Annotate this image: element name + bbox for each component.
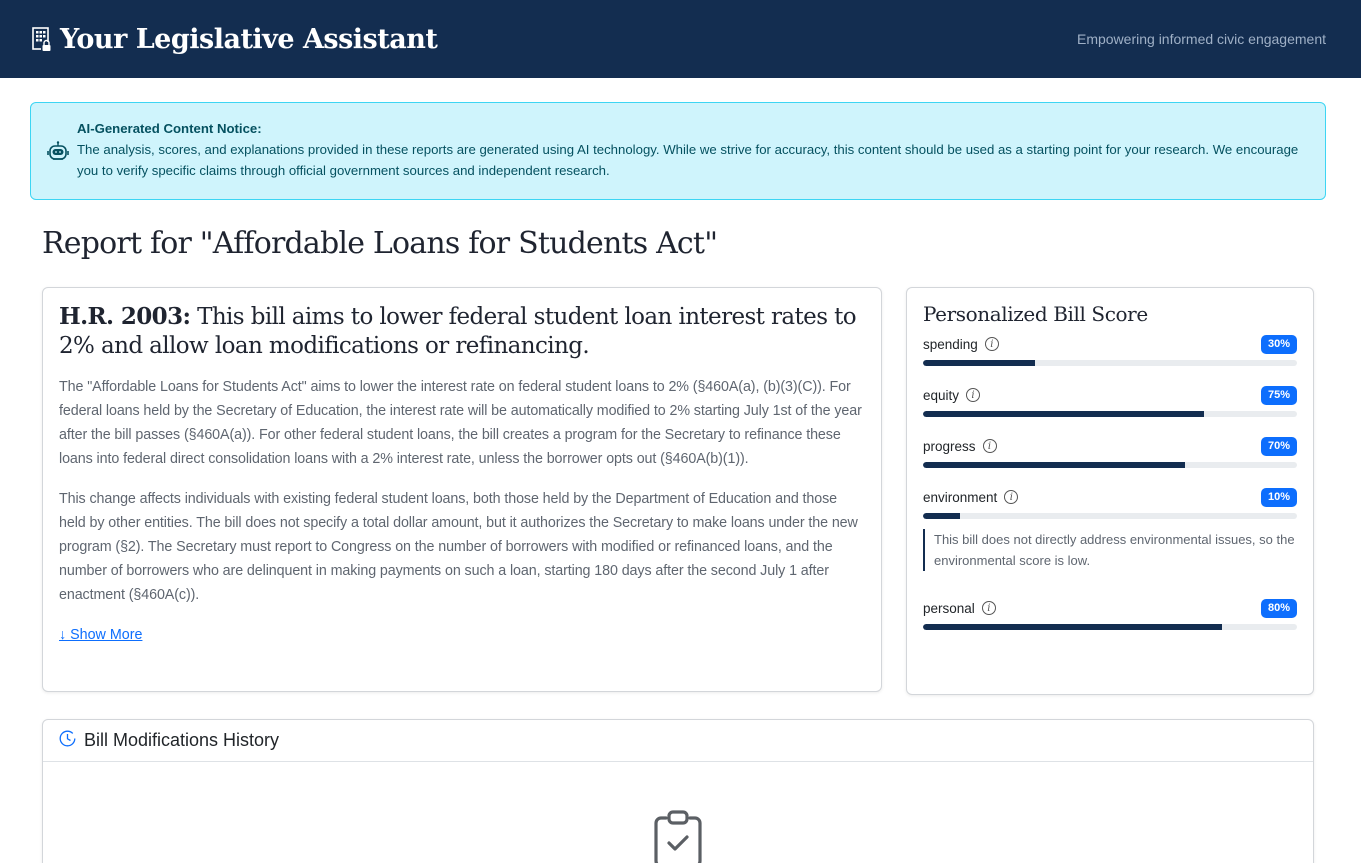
score-bar-fill — [923, 360, 1035, 366]
history-title: Bill Modifications History — [84, 730, 280, 750]
score-label — [923, 337, 999, 352]
app-header — [0, 0, 1361, 78]
score-badge: 30% — [1261, 335, 1297, 354]
score-head — [923, 334, 1297, 354]
score-label-text: spending — [923, 336, 978, 352]
clipboard-check-icon — [652, 810, 704, 863]
score-label-text: equity — [923, 387, 960, 403]
score-title: Personalized Bill Score — [923, 302, 1148, 326]
score-bar — [923, 411, 1297, 417]
bill-headline: This bill aims to lower federal student loan interest rates to 2% and allow loan modifications or refinancing. — [59, 304, 856, 359]
score-bar — [923, 513, 1297, 519]
notice-title: AI-Generated Content Notice: — [77, 121, 262, 136]
score-bar-fill — [923, 513, 960, 519]
score-label — [923, 490, 1018, 505]
bill-summary-card — [42, 287, 882, 692]
modifications-history-card — [42, 719, 1314, 863]
score-badge: 10% — [1261, 488, 1297, 507]
tagline: Empowering informed civic engagement — [1076, 31, 1326, 47]
score-head — [923, 385, 1297, 405]
show-more-link[interactable]: ↓ Show More — [59, 627, 143, 643]
report-row — [42, 287, 1326, 695]
score-head — [923, 436, 1297, 456]
info-icon[interactable]: i — [985, 337, 999, 351]
score-item-personal — [923, 598, 1297, 630]
score-label-text: environment — [923, 489, 998, 505]
ai-notice-alert — [30, 102, 1326, 200]
page-title: Report for "Affordable Loans for Students Act" — [42, 226, 718, 261]
notice-text — [77, 120, 1303, 181]
score-item-progress — [923, 436, 1297, 468]
score-note: This bill does not directly address environmental issues, so the environmental score is low. — [923, 529, 1297, 571]
summary-paragraph: This change affects individuals with existing federal student loans, both those held by the Department of Education and those held by other entities. The bill does not specify a total dollar amount, but it authorizes the Secretary to make loans under the new program (§2). The Secretary must report to Congress on the number of borrowers with modified or refinanced loans, and the number of borrowers who are delinquent in making payments on such a loan, starting 180 days after the second July 1 after enactment (§460A(c)). — [59, 491, 858, 603]
score-bar — [923, 462, 1297, 468]
history-empty-state — [43, 762, 1313, 863]
history-header — [43, 720, 1313, 762]
main-content — [0, 78, 1361, 863]
summary-paragraph: The "Affordable Loans for Students Act" aims to lower the interest rate on federal student loans to 2% (§460A(a), (b)(3)(C)). For federal loans held by the Secretary of Education, the interest rate will be automatically modified to 2% starting July 1st of the year after the bill passes (§460A(a)). For other federal student loans, the bill creates a program for the Secretary to refinance these loans into federal direct consolidation loans with a 2% interest rate, unless the borrower opts out (§460A(b)(1)). — [59, 379, 862, 467]
score-bar — [923, 360, 1297, 366]
bill-summary-heading — [59, 302, 865, 361]
notice-body: The analysis, scores, and explanations provided in these reports are generated using AI technology. While we strive for accuracy, this content should be used as a starting point for your research. We encourage you to verify specific claims through official government sources and independent research. — [77, 142, 1299, 178]
score-badge: 75% — [1261, 386, 1297, 405]
score-label-text: personal — [923, 600, 975, 616]
score-bar-fill — [923, 411, 1204, 417]
score-item-environment — [923, 487, 1297, 571]
score-head — [923, 487, 1297, 507]
score-list — [923, 334, 1297, 630]
score-badge: 80% — [1261, 599, 1297, 618]
score-badge: 70% — [1261, 437, 1297, 456]
brand — [32, 24, 437, 55]
bill-score-card — [906, 287, 1314, 695]
building-lock-icon — [32, 27, 52, 51]
app-title: Your Legislative Assistant — [60, 23, 438, 55]
robot-icon — [47, 141, 69, 163]
clock-icon — [59, 730, 76, 752]
info-icon[interactable]: i — [983, 439, 997, 453]
score-bar-fill — [923, 624, 1222, 630]
info-icon[interactable]: i — [982, 601, 996, 615]
score-label — [923, 388, 980, 403]
info-icon[interactable]: i — [966, 388, 980, 402]
score-label — [923, 601, 996, 616]
score-label-text: progress — [923, 438, 976, 454]
score-label — [923, 439, 997, 454]
score-bar — [923, 624, 1297, 630]
score-item-spending — [923, 334, 1297, 366]
info-icon[interactable]: i — [1004, 490, 1018, 504]
score-bar-fill — [923, 462, 1185, 468]
score-item-equity — [923, 385, 1297, 417]
score-head — [923, 598, 1297, 618]
bill-number: H.R. 2003: — [59, 303, 191, 330]
